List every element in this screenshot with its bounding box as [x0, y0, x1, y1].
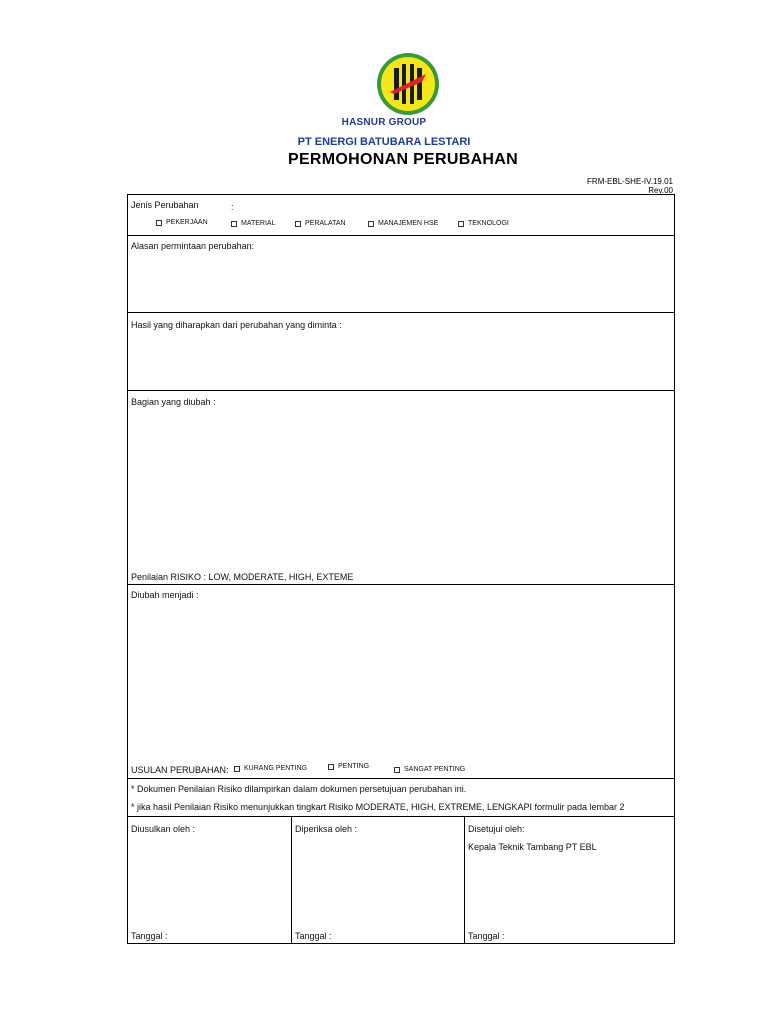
divider [128, 778, 674, 779]
alasan-label: Alasan permintaan perubahan: [131, 241, 255, 251]
checkbox-icon [156, 220, 162, 226]
tanggal-3: Tanggal : [468, 931, 505, 941]
form-code: FRM-EBL-SHE-IV.19.01 [587, 177, 673, 186]
checkbox-icon [328, 764, 334, 770]
tanggal-2: Tanggal : [295, 931, 332, 941]
group-name: HASNUR GROUP [341, 117, 427, 128]
disetujui-label: Disetujui oleh: [468, 824, 525, 834]
divider [128, 312, 674, 313]
divider [128, 816, 674, 817]
bagian-label: Bagian yang diubah : [131, 397, 216, 407]
divider [128, 235, 674, 236]
note-1: * Dokumen Penilaian Risiko dilampirkan dalam dokumen persetujuan perubahan ini. [131, 784, 467, 794]
checkbox-icon [458, 221, 464, 227]
checkbox-kurang-penting[interactable] [234, 765, 307, 772]
checkbox-label: PEKERJAAN [166, 219, 208, 226]
change-request-form [127, 194, 675, 944]
checkbox-label: PERALATAN [305, 220, 346, 227]
diperiksa-label: Diperiksa oleh : [295, 824, 358, 834]
checkbox-pekerjaan[interactable] [156, 219, 208, 226]
checkbox-label: SANGAT PENTING [404, 766, 466, 773]
checkbox-sangat-penting[interactable] [394, 766, 465, 773]
note-2: * jika hasil Penilaian Risiko menunjukkan tingkart Risiko MODERATE, HIGH, EXTREME, LENGKAPI formulir pada lembar 2 [131, 802, 625, 812]
checkbox-icon [231, 221, 237, 227]
checkbox-teknologi[interactable] [458, 220, 509, 227]
column-divider [464, 816, 465, 943]
tanggal-1: Tanggal : [131, 931, 168, 941]
risiko-text: Penilaian RISIKO : LOW, MODERATE, HIGH, EXTEME [131, 572, 354, 582]
checkbox-peralatan[interactable] [295, 220, 346, 227]
checkbox-label: KURANG PENTING [244, 765, 308, 772]
checkbox-label: MATERIAL [241, 220, 276, 227]
checkbox-icon [394, 767, 400, 773]
checkbox-material[interactable] [231, 220, 276, 227]
jenis-colon: : [231, 202, 234, 212]
diubah-label: Diubah menjadi : [131, 590, 199, 600]
checkbox-penting[interactable] [328, 763, 369, 770]
checkbox-icon [234, 766, 240, 772]
kepala-label: Kepala Teknik Tambang PT EBL [468, 842, 597, 852]
jenis-label: Jenis Perubahan [131, 200, 199, 210]
hasil-label: Hasil yang diharapkan dari perubahan yang diminta : [131, 320, 342, 330]
usulan-label: USULAN PERUBAHAN: [131, 765, 229, 775]
checkbox-label: MANAJEMEN HSE [378, 220, 439, 227]
diusulkan-label: Diusulkan oleh : [131, 824, 196, 834]
checkbox-icon [295, 221, 301, 227]
divider [128, 584, 674, 585]
checkbox-icon [368, 221, 374, 227]
company-name: PT ENERGI BATUBARA LESTARI [297, 136, 471, 148]
hasnur-logo [376, 52, 440, 116]
form-revision: Rev.00 [648, 186, 673, 195]
form-code-block [587, 177, 673, 195]
divider [128, 390, 674, 391]
column-divider [291, 816, 292, 943]
checkbox-manajemen-hse[interactable] [368, 220, 438, 227]
checkbox-label: TEKNOLOGI [468, 220, 509, 227]
checkbox-label: PENTING [338, 763, 370, 770]
form-title: PERMOHONAN PERUBAHAN [287, 151, 518, 168]
